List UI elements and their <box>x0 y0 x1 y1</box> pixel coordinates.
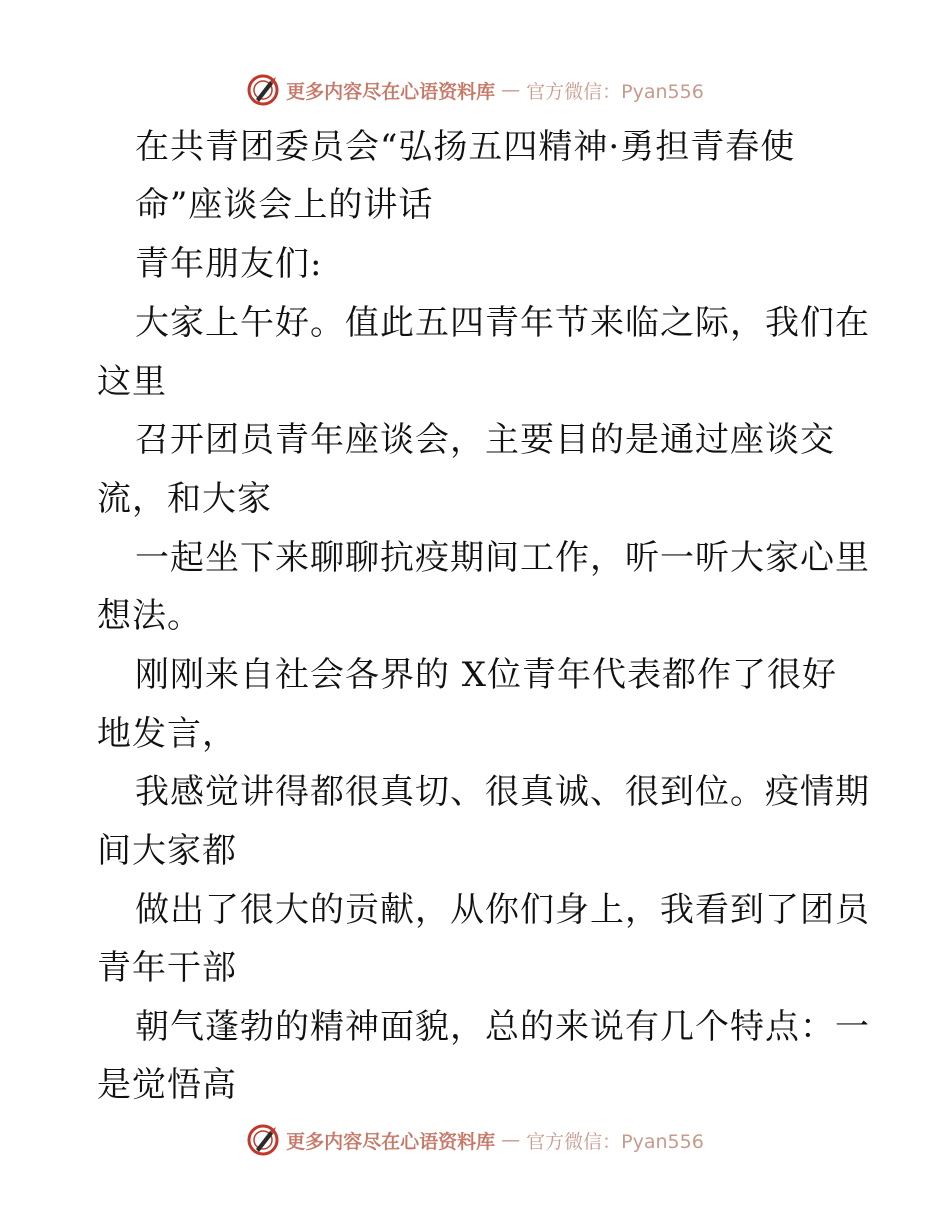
paragraph-line: 我感觉讲得都很真切、很真诚、很到位。疫情期 <box>135 772 870 812</box>
banner-wechat: 官方微信：Pyan556 <box>526 1130 704 1153</box>
paragraph-line: 地发言， <box>97 714 237 754</box>
paragraph-line: 流，和大家 <box>97 479 272 519</box>
paragraph-line: 这里 <box>97 362 167 402</box>
banner-site-name: 更多内容尽在心语资料库 <box>286 80 496 103</box>
footer-banner <box>0 1120 950 1160</box>
banner-wechat: 官方微信：Pyan556 <box>526 80 704 103</box>
paragraph-line: 朝气蓬勃的精神面貌，总的来说有几个特点：一 <box>135 1007 870 1047</box>
paragraph-line: 大家上午好。值此五四青年节来临之际，我们在 <box>135 303 870 343</box>
paragraph-line: 想法。 <box>97 596 202 636</box>
title-line-1: 在共青团委员会“弘扬五四精神·勇担青春使 <box>135 127 796 167</box>
salutation: 青年朋友们: <box>135 244 323 284</box>
paragraph-line: 青年干部 <box>97 948 237 988</box>
paragraph-line: 间大家都 <box>97 831 237 871</box>
paragraph-line: 是觉悟高 <box>97 1065 237 1105</box>
paragraph-line: 一起坐下来聊聊抗疫期间工作，听一听大家心里 <box>135 538 870 578</box>
banner-dash: — <box>501 79 521 101</box>
banner-dash: — <box>501 1129 521 1151</box>
quill-logo-icon <box>246 73 280 107</box>
title-line-2: 命”座谈会上的讲话 <box>135 185 434 225</box>
banner-site-name: 更多内容尽在心语资料库 <box>286 1130 496 1153</box>
paragraph-line: 做出了很大的贡献，从你们身上，我看到了团员 <box>135 890 870 930</box>
paragraph-line: 刚刚来自社会各界的 X位青年代表都作了很好 <box>135 655 838 695</box>
quill-logo-icon <box>246 1123 280 1157</box>
header-banner <box>0 70 950 110</box>
paragraph-line: 召开团员青年座谈会，主要目的是通过座谈交 <box>135 420 835 460</box>
